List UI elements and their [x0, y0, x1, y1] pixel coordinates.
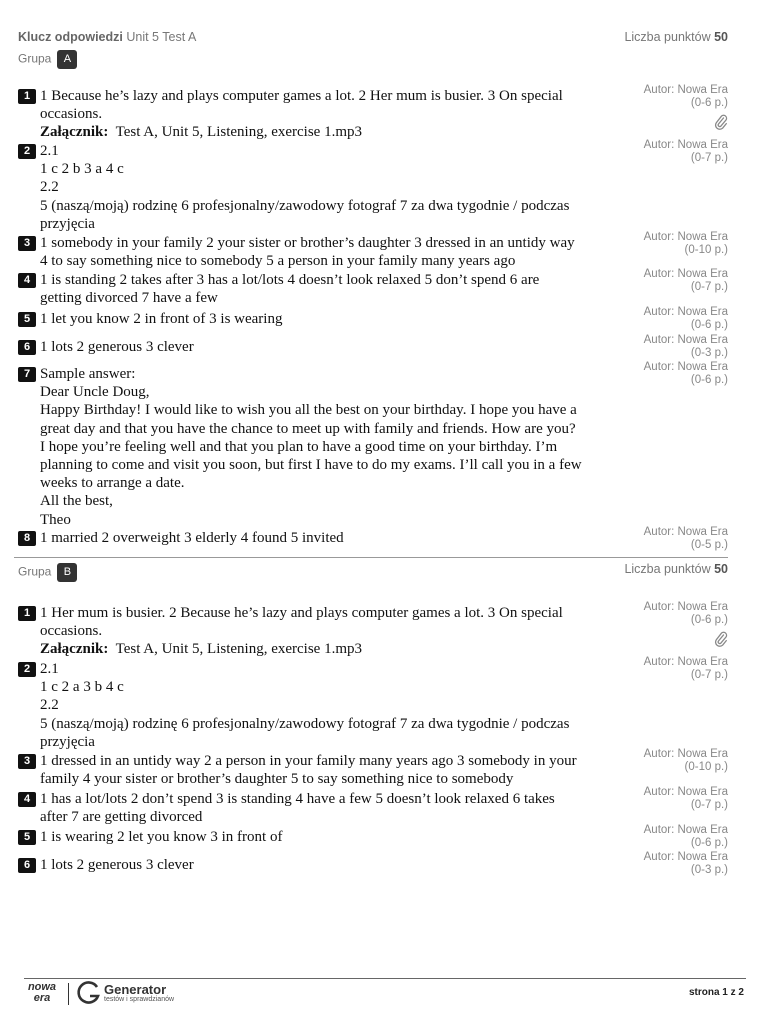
- task-2: [18, 660, 628, 751]
- answer-line: occasions.: [40, 106, 103, 123]
- answer-line: 1 somebody in your family 2 your sister or brother’s daughter 3 dressed in an untidy way: [40, 235, 575, 251]
- header-title-bold: Klucz odpowiedzi: [18, 30, 123, 44]
- task-5: [18, 828, 628, 846]
- task-answer: [40, 142, 628, 233]
- task-meta: [644, 601, 728, 651]
- task-points: (0-7 p.): [690, 669, 728, 681]
- task-answer: [40, 856, 628, 874]
- group-b-points: [624, 562, 728, 576]
- task-meta: [644, 824, 728, 850]
- task-answer: [40, 752, 628, 788]
- task-points: (0-6 p.): [690, 319, 728, 331]
- task-author: Autor: Nowa Era: [643, 824, 728, 836]
- task-3: [18, 752, 628, 788]
- task-meta: [644, 656, 728, 682]
- answer-line: przyjęcia: [40, 733, 95, 750]
- task-points: (0-7 p.): [690, 281, 728, 293]
- task-number-badge: 6: [18, 340, 36, 355]
- task-points: (0-3 p.): [690, 864, 728, 876]
- task-4: [18, 790, 628, 826]
- task-number-badge: 2: [18, 144, 36, 159]
- task-4: [18, 271, 628, 307]
- task-2: [18, 142, 628, 233]
- task-author: Autor: Nowa Era: [643, 231, 728, 243]
- task-meta: [644, 231, 728, 257]
- task-number-badge: 8: [18, 531, 36, 546]
- task-number-badge: 3: [18, 754, 36, 769]
- task-meta: [644, 334, 728, 360]
- task-number-badge: 4: [18, 273, 36, 288]
- paperclip-icon[interactable]: [714, 631, 728, 651]
- task-number-badge: 6: [18, 858, 36, 873]
- task-answer: [40, 529, 628, 547]
- answer-line: family 4 your sister or brother’s daughter 5 to say something nice to somebody: [40, 771, 514, 788]
- task-answer: [40, 310, 628, 328]
- answer-line: weeks to arrange a date.: [40, 475, 185, 492]
- task-answer: [40, 234, 628, 270]
- group-points-value: 50: [714, 562, 728, 576]
- task-author: Autor: Nowa Era: [643, 786, 728, 798]
- group-letter-badge: B: [57, 563, 77, 582]
- answer-line: 1 is standing 2 takes after 3 has a lot/lots 4 doesn’t look relaxed 5 don’t spend 6 are: [40, 272, 540, 288]
- generator-title: Generator: [104, 982, 167, 997]
- answer-line: great day and that you have the chance to meet up with family and friends. How are you?: [40, 420, 576, 437]
- task-5: [18, 310, 628, 328]
- task-number-badge: 3: [18, 236, 36, 251]
- attachment-label: Załącznik:: [40, 641, 109, 658]
- task-answer: [40, 604, 628, 659]
- task-points: (0-3 p.): [690, 347, 728, 359]
- group-a-header: [18, 50, 77, 69]
- answer-line: 2.1: [40, 661, 59, 677]
- task-author: Autor: Nowa Era: [643, 306, 728, 318]
- answer-line: 5 (naszą/moją) rodzinę 6 profesjonalny/zawodowy fotograf 7 za dwa tygodnie / podczas: [40, 197, 570, 214]
- answer-line: 1 dressed in an untidy way 2 a person in your family many years ago 3 somebody in your: [40, 753, 577, 769]
- answer-line: Dear Uncle Doug,: [40, 384, 150, 401]
- generator-subtitle: testów i sprawdzianów: [104, 996, 175, 1003]
- answer-line: getting divorced 7 have a few: [40, 290, 218, 307]
- task-points: (0-7 p.): [690, 799, 728, 811]
- attachment-label: Załącznik:: [40, 124, 109, 141]
- answer-line: Happy Birthday! I would like to wish you all the best on your birthday. I hope you have a: [40, 402, 577, 419]
- answer-line: I hope you’re feeling well and that you plan to have a good time on your birthday. I’m: [40, 438, 558, 455]
- attachment-line: [40, 123, 628, 141]
- nowa-era-logo: nowa era: [27, 981, 57, 1004]
- answer-line: planning to come and visit you soon, but first I have to do my exams. I’ll call you in a few: [40, 457, 582, 474]
- answer-line: 1 c 2 b 3 a 4 c: [40, 161, 124, 178]
- task-answer: [40, 828, 628, 846]
- task-author: Autor: Nowa Era: [643, 268, 728, 280]
- answer-line: 4 to say something nice to somebody 5 a person in your family many years ago: [40, 253, 516, 270]
- task-meta: [644, 361, 728, 387]
- task-meta: [644, 306, 728, 332]
- task-number-badge: 5: [18, 312, 36, 327]
- document-header: [18, 30, 728, 44]
- group-divider: [14, 557, 728, 558]
- answer-line: All the best,: [40, 493, 113, 510]
- generator-logo-icon: [76, 980, 102, 1006]
- logo-separator: [68, 983, 69, 1005]
- answer-line: 1 has a lot/lots 2 don’t spend 3 is standing 4 have a few 5 doesn’t look relaxed 6 takes: [40, 791, 555, 807]
- attachment-file-link[interactable]: Test A, Unit 5, Listening, exercise 1.mp3: [115, 124, 362, 141]
- answer-line: 1 lots 2 generous 3 clever: [40, 339, 194, 355]
- answer-line: 5 (naszą/moją) rodzinę 6 profesjonalny/zawodowy fotograf 7 za dwa tygodnie / podczas: [40, 715, 570, 732]
- answer-line: 1 let you know 2 in front of 3 is wearing: [40, 311, 283, 327]
- answer-line: 1 Because he’s lazy and plays computer games a lot. 2 Her mum is busier. 3 On special: [40, 88, 563, 104]
- attachment-line: [40, 640, 628, 658]
- task-points: (0-5 p.): [690, 539, 728, 551]
- task-meta: [644, 526, 728, 552]
- task-author: Autor: Nowa Era: [643, 84, 728, 96]
- task-answer: [40, 365, 628, 529]
- task-meta: [644, 786, 728, 812]
- paperclip-icon[interactable]: [714, 114, 728, 134]
- task-meta: [644, 84, 728, 134]
- task-points: (0-6 p.): [690, 837, 728, 849]
- attachment-file-link[interactable]: Test A, Unit 5, Listening, exercise 1.mp3: [115, 641, 362, 658]
- header-points-value: 50: [714, 30, 728, 44]
- task-number-badge: 1: [18, 89, 36, 104]
- task-1: [18, 87, 628, 142]
- task-meta: [644, 268, 728, 294]
- task-author: Autor: Nowa Era: [643, 656, 728, 668]
- answer-line: Sample answer:: [40, 366, 136, 382]
- task-answer: [40, 660, 628, 751]
- task-number-badge: 2: [18, 662, 36, 677]
- answer-line: przyjęcia: [40, 215, 95, 232]
- task-7: [18, 365, 628, 529]
- task-points: (0-6 p.): [690, 614, 728, 626]
- task-author: Autor: Nowa Era: [643, 748, 728, 760]
- task-6: [18, 338, 628, 356]
- answer-line: Theo: [40, 511, 71, 528]
- task-number-badge: 5: [18, 830, 36, 845]
- answer-line: 1 lots 2 generous 3 clever: [40, 857, 194, 873]
- task-author: Autor: Nowa Era: [643, 139, 728, 151]
- task-meta: [644, 139, 728, 165]
- answer-line: 1 Her mum is busier. 2 Because he’s lazy and plays computer games a lot. 3 On special: [40, 605, 563, 621]
- group-b-header: [18, 563, 77, 582]
- task-number-badge: 4: [18, 792, 36, 807]
- answer-line: 2.2: [40, 697, 59, 714]
- page-number: strona 1 z 2: [688, 987, 744, 998]
- task-8: [18, 529, 628, 547]
- task-answer: [40, 338, 628, 356]
- task-1: [18, 604, 628, 659]
- task-points: (0-10 p.): [684, 244, 728, 256]
- task-answer: [40, 271, 628, 307]
- group-letter-badge: A: [57, 50, 77, 69]
- task-author: Autor: Nowa Era: [643, 334, 728, 346]
- task-number-badge: 1: [18, 606, 36, 621]
- footer-divider: [24, 978, 746, 979]
- answer-line: 2.2: [40, 179, 59, 196]
- answer-line: 1 married 2 overweight 3 elderly 4 found 5 invited: [40, 530, 344, 546]
- group-label: Grupa: [18, 564, 52, 579]
- task-answer: [40, 87, 628, 142]
- task-points: (0-7 p.): [690, 152, 728, 164]
- header-title-rest: Unit 5 Test A: [126, 30, 197, 44]
- task-6: [18, 856, 628, 874]
- answer-line: 1 c 2 a 3 b 4 c: [40, 679, 124, 696]
- task-number-badge: 7: [18, 367, 36, 382]
- task-author: Autor: Nowa Era: [643, 526, 728, 538]
- answer-line: after 7 are getting divorced: [40, 809, 203, 826]
- task-points: (0-6 p.): [690, 374, 728, 386]
- group-label: Grupa: [18, 51, 52, 66]
- task-points: (0-10 p.): [684, 761, 728, 773]
- task-meta: [644, 851, 728, 877]
- header-points-label: Liczba punktów: [624, 30, 711, 44]
- task-meta: [644, 748, 728, 774]
- header-points: [624, 30, 728, 44]
- answer-line: occasions.: [40, 623, 103, 640]
- task-author: Autor: Nowa Era: [643, 361, 728, 373]
- task-3: [18, 234, 628, 270]
- task-points: (0-6 p.): [690, 97, 728, 109]
- task-author: Autor: Nowa Era: [643, 851, 728, 863]
- task-answer: [40, 790, 628, 826]
- answer-line: 2.1: [40, 143, 59, 159]
- task-author: Autor: Nowa Era: [643, 601, 728, 613]
- group-points-label: Liczba punktów: [624, 562, 711, 576]
- answer-line: 1 is wearing 2 let you know 3 in front of: [40, 829, 283, 845]
